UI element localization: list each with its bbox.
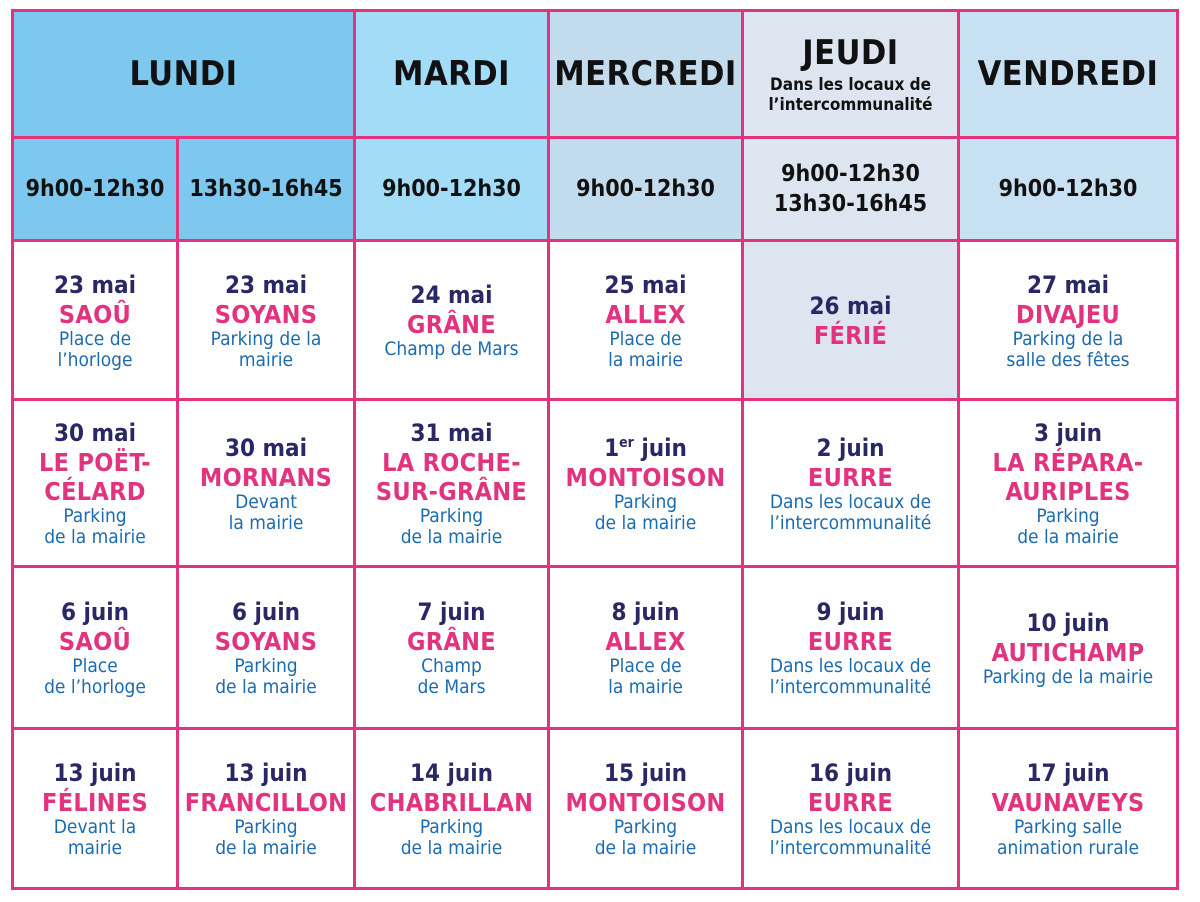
town-name: DIVAJEU	[1015, 299, 1121, 329]
date-month: juin	[633, 433, 687, 462]
time-slot	[11, 136, 179, 242]
session-date: 23 mai	[53, 270, 137, 299]
session-date: 31 mai	[410, 419, 493, 447]
day-label: JEUDI	[802, 33, 899, 73]
time-range: 9h00-12h30	[576, 176, 715, 202]
meeting-place: l’horloge	[57, 348, 133, 371]
session-cell	[957, 239, 1179, 401]
town-name: SUR-GRÂNE	[375, 477, 528, 506]
meeting-place: Parking de la mairie	[982, 665, 1154, 688]
town-name: AUTICHAMP	[991, 637, 1145, 667]
session-date: 17 juin	[1026, 759, 1110, 787]
session-cell	[353, 565, 550, 730]
session-cell	[741, 398, 960, 568]
meeting-place: Champ	[421, 655, 482, 677]
town-name: EURRE	[807, 788, 894, 817]
day-label: LUNDI	[129, 54, 238, 94]
session-date: 30 mai	[224, 433, 308, 462]
time-slot	[547, 136, 744, 242]
meeting-place: l’intercommunalité	[769, 837, 932, 859]
town-name: GRÂNE	[407, 627, 496, 656]
session-date: 8 juin	[611, 598, 680, 626]
town-name: MONTOISON	[565, 462, 726, 492]
session-date: 25 mai	[604, 270, 687, 299]
meeting-place: de la mairie	[215, 837, 317, 859]
time-range: 9h00-12h30	[382, 176, 521, 202]
meeting-place: de la mairie	[1017, 526, 1119, 548]
meeting-place: Parking	[1036, 505, 1100, 527]
day-header-tuesday	[353, 9, 550, 139]
day-header-monday	[11, 9, 356, 139]
session-cell	[957, 398, 1179, 568]
town-name: SAOÛ	[58, 627, 132, 656]
meeting-place: mairie	[238, 348, 294, 371]
town-name: CHABRILLAN	[369, 788, 534, 817]
meeting-place: Parking de la	[1012, 327, 1124, 350]
time-range: 9h00-12h30	[781, 161, 920, 187]
day-header-friday	[957, 9, 1179, 139]
session-date	[604, 433, 687, 463]
session-date: 24 mai	[410, 281, 493, 309]
session-cell	[353, 398, 550, 568]
date-ordinal: er	[619, 434, 634, 451]
session-cell	[547, 565, 744, 730]
meeting-place: la mairie	[228, 511, 304, 534]
session-date: 6 juin	[60, 598, 130, 626]
session-date: 2 juin	[816, 433, 885, 462]
session-cell	[176, 239, 356, 401]
session-date: 9 juin	[816, 598, 885, 626]
session-date: 26 mai	[809, 291, 892, 320]
day-label: VENDREDI	[977, 54, 1159, 94]
meeting-place: l’intercommunalité	[769, 676, 932, 698]
time-range: 13h30-16h45	[773, 191, 928, 217]
meeting-place: Parking	[234, 655, 298, 677]
session-date: 15 juin	[603, 759, 688, 787]
time-range: 9h00-12h30	[998, 176, 1138, 202]
meeting-place: de la mairie	[44, 526, 146, 548]
town-name: CÉLARD	[44, 477, 146, 506]
meeting-place: Parking	[63, 505, 127, 527]
meeting-place: de la mairie	[594, 837, 697, 859]
meeting-place: de Mars	[417, 676, 486, 698]
town-name: ALLEX	[605, 299, 686, 329]
day-header-thursday	[741, 9, 960, 139]
meeting-place: Parking	[234, 816, 298, 838]
session-cell	[741, 565, 960, 730]
town-name: LE POËT-	[39, 448, 151, 477]
session-date: 13 juin	[53, 759, 137, 787]
day-note: Dans les locaux de l’intercommunalité	[768, 75, 933, 115]
time-slot	[176, 136, 356, 242]
town-name: LA ROCHE-	[382, 448, 521, 477]
meeting-place: de la mairie	[594, 511, 697, 534]
meeting-place: Devant	[235, 490, 297, 513]
day-label: MERCREDI	[554, 54, 737, 94]
meeting-place: Place de	[58, 327, 132, 350]
session-cell	[176, 398, 356, 568]
town-name: EURRE	[807, 627, 894, 656]
session-cell	[176, 727, 356, 890]
meeting-place: animation rurale	[997, 837, 1139, 859]
meeting-place: Place de	[609, 655, 682, 677]
meeting-place: Dans les locaux de	[769, 816, 932, 838]
session-date: 30 mai	[53, 419, 137, 447]
town-name: SOYANS	[214, 299, 318, 329]
session-date: 27 mai	[1026, 270, 1110, 299]
date-number: 1	[604, 433, 620, 462]
town-name: VAUNAVEYS	[991, 788, 1145, 817]
session-date: 10 juin	[1026, 608, 1110, 637]
meeting-place: de la mairie	[400, 837, 503, 859]
meeting-place: Parking	[419, 816, 484, 838]
time-range: 13h30-16h45	[189, 176, 343, 202]
meeting-place: Devant la	[53, 816, 137, 838]
day-label: MARDI	[393, 54, 510, 94]
session-cell	[741, 727, 960, 890]
session-cell	[11, 239, 179, 401]
session-date: 7 juin	[417, 598, 486, 626]
session-cell	[353, 727, 550, 890]
meeting-place: Parking salle	[1013, 816, 1123, 838]
town-name: EURRE	[807, 462, 894, 492]
session-date: 13 juin	[224, 759, 308, 787]
meeting-place: mairie	[67, 837, 123, 859]
session-cell	[11, 398, 179, 568]
meeting-place: salle des fêtes	[1006, 348, 1130, 371]
session-cell	[353, 239, 550, 401]
holiday-label: FÉRIÉ	[813, 320, 888, 350]
town-name: FRANCILLON	[184, 788, 348, 817]
session-cell	[957, 565, 1179, 730]
session-cell	[11, 565, 179, 730]
meeting-place: Dans les locaux de	[769, 490, 932, 513]
meeting-place: la mairie	[608, 676, 683, 698]
town-name: MONTOISON	[565, 788, 726, 817]
town-name: FÉLINES	[42, 788, 148, 817]
meeting-place: l’intercommunalité	[769, 511, 932, 534]
session-cell	[547, 239, 744, 401]
meeting-place: Champ de Mars	[384, 338, 519, 360]
time-slot	[957, 136, 1179, 242]
session-date: 23 mai	[224, 270, 308, 299]
town-name: AURIPLES	[1005, 477, 1131, 506]
meeting-place: Parking de la	[210, 327, 322, 350]
meeting-place: de la mairie	[215, 676, 317, 698]
session-cell	[11, 727, 179, 890]
day-header-wednesday	[547, 9, 744, 139]
town-name: SAOÛ	[58, 299, 132, 329]
town-name: MORNANS	[199, 462, 333, 492]
meeting-place: de l’horloge	[44, 676, 146, 698]
time-slot	[353, 136, 550, 242]
meeting-place: Parking	[613, 490, 678, 513]
meeting-place: Place de	[609, 327, 682, 350]
town-name: GRÂNE	[407, 310, 496, 339]
session-cell	[957, 727, 1179, 890]
session-cell	[176, 565, 356, 730]
meeting-place: la mairie	[608, 348, 683, 371]
meeting-place: Parking	[419, 505, 484, 527]
session-date: 14 juin	[409, 759, 494, 787]
holiday-cell	[741, 239, 960, 401]
session-cell	[547, 398, 744, 568]
session-date: 6 juin	[231, 598, 301, 626]
session-date: 3 juin	[1033, 419, 1103, 447]
meeting-place: de la mairie	[400, 526, 503, 548]
town-name: ALLEX	[605, 627, 686, 656]
time-range: 9h00-12h30	[25, 176, 165, 202]
session-cell	[547, 727, 744, 890]
town-name: LA RÉPARA-	[992, 448, 1144, 477]
time-slot	[741, 136, 960, 242]
meeting-place: Place	[72, 655, 118, 677]
meeting-place: Dans les locaux de	[769, 655, 932, 677]
session-date: 16 juin	[808, 759, 893, 787]
town-name: SOYANS	[214, 627, 318, 656]
meeting-place: Parking	[613, 816, 678, 838]
